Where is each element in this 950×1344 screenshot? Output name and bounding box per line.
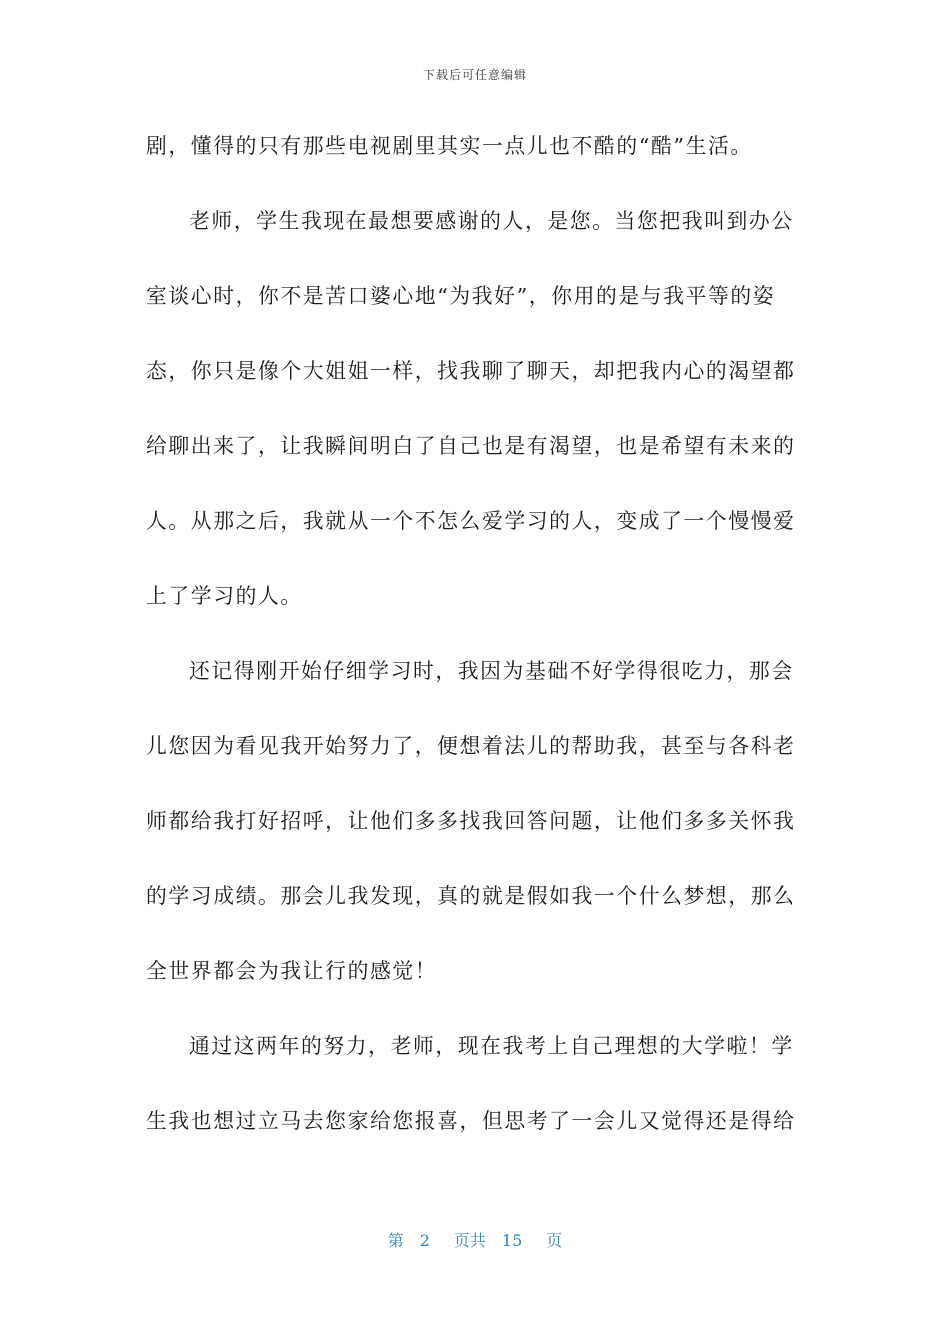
text-line: 全世界都会为我让行的感觉！ — [146, 959, 438, 983]
text-line: 态，你只是像个大姐姐一样，找我聊了聊天，却把我内心的渴望都 — [146, 359, 796, 383]
text-line: 师都给我打好招呼，让他们多多找我回答问题，让他们多多关怀我 — [146, 809, 796, 833]
page-header: 下载后可任意编辑 — [422, 68, 527, 82]
footer-total-pages: 15 — [501, 1231, 523, 1250]
footer-middle: 页共 — [453, 1231, 486, 1250]
text-line: 儿您因为看见我开始努力了，便想着法儿的帮助我，甚至与各科老 — [146, 734, 796, 758]
text-line: 通过这两年的努力，老师，现在我考上自己理想的大学啦！学 — [189, 1034, 794, 1058]
footer-page-number: 2 — [419, 1231, 430, 1250]
text-line: 的学习成绩。那会儿我发现，真的就是假如我一个什么梦想，那么 — [146, 884, 796, 908]
text-line: 给聊出来了，让我瞬间明白了自己也是有渴望，也是希望有未来的 — [146, 434, 796, 458]
text-line: 人。从那之后，我就从一个不怎么爱学习的人，变成了一个慢慢爱 — [146, 509, 796, 533]
document-body — [146, 128, 796, 1178]
text-line: 上了学习的人。 — [146, 584, 303, 608]
page-footer — [0, 1228, 950, 1251]
footer-prefix: 第 — [387, 1231, 404, 1250]
text-line: 还记得刚开始仔细学习时，我因为基础不好学得很吃力，那会 — [189, 659, 794, 683]
footer-suffix: 页 — [546, 1231, 563, 1250]
text-line: 剧，懂得的只有那些电视剧里其实一点儿也不酷的“酷”生活。 — [146, 134, 753, 158]
text-line: 老师，学生我现在最想要感谢的人，是您。当您把我叫到办公 — [189, 209, 794, 233]
text-line: 生我也想过立马去您家给您报喜，但思考了一会儿又觉得还是得给 — [146, 1109, 796, 1133]
text-line: 室谈心时，你不是苦口婆心地“为我好”，你用的是与我平等的姿 — [146, 284, 776, 308]
